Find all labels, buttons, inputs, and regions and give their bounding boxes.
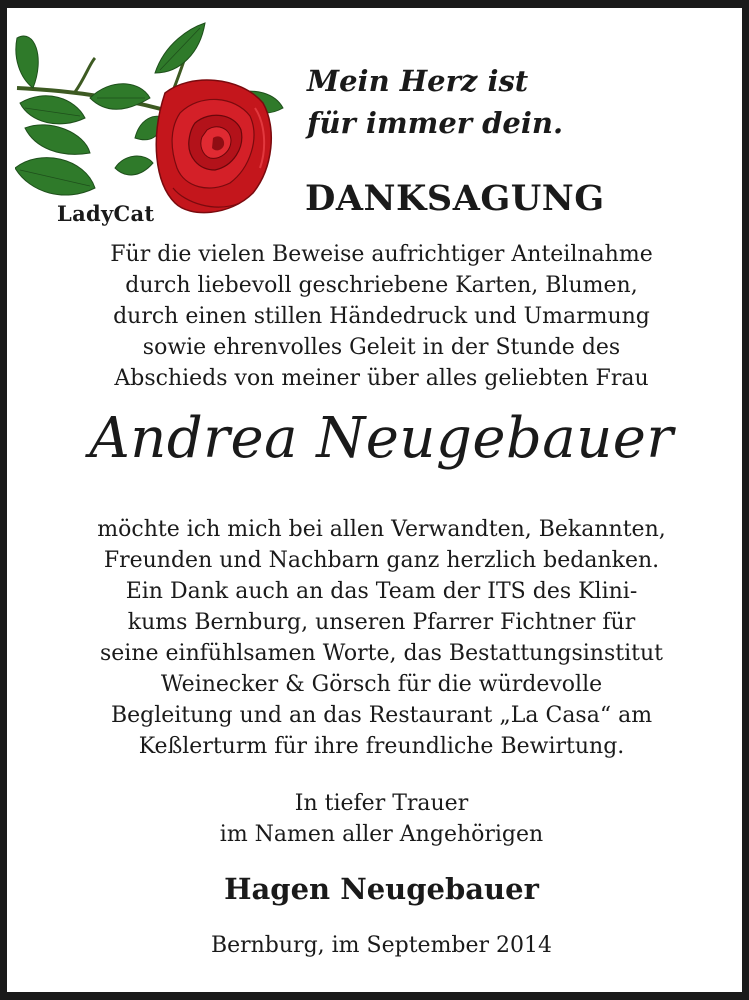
- thanks-paragraph: [7, 514, 749, 762]
- closing-text: [7, 788, 749, 850]
- intro-line: sowie ehrenvolles Geleit in der Stunde des: [142, 335, 621, 360]
- thanks-line: Freunden und Nachbarn ganz herzlich bedanken.: [103, 548, 660, 573]
- signer-name: Hagen Neugebauer: [224, 872, 539, 906]
- thanks-line: seine einfühlsamen Worte, das Bestattungsinstitut: [100, 641, 663, 666]
- place-date-line: Bernburg, im September 2014: [210, 933, 553, 958]
- thanks-line: möchte ich mich bei allen Verwandten, Bekannten,: [97, 517, 666, 542]
- deceased-name: Andrea Neugebauer: [89, 406, 674, 471]
- thanks-line: Begleitung und an das Restaurant „La Casa“ am: [110, 703, 653, 728]
- thanks-line: Keßlerturm für ihre freundliche Bewirtung.: [138, 734, 625, 759]
- motto-line: für immer dein.: [307, 106, 564, 140]
- thanks-line: Weinecker & Görsch für die würdevolle: [160, 672, 603, 697]
- motto-line: Mein Herz ist: [307, 64, 529, 98]
- rose-image: [15, 18, 285, 223]
- logo-text: LadyCat: [57, 201, 155, 226]
- closing-line: In tiefer Trauer: [294, 791, 469, 816]
- motto: [307, 60, 607, 144]
- intro-line: Abschieds von meiner über alles geliebten Frau: [114, 366, 649, 391]
- thanks-line: Ein Dank auch an das Team der ITS des Klini-: [125, 579, 638, 604]
- place-date: [7, 930, 749, 961]
- intro-paragraph: [7, 239, 749, 394]
- thanks-line: kums Bernburg, unseren Pfarrer Fichtner für: [127, 610, 636, 635]
- closing-line: im Namen aller Angehörigen: [219, 822, 544, 847]
- intro-line: Für die vielen Beweise aufrichtiger Anteilnahme: [110, 242, 653, 267]
- notice-heading: DANKSAGUNG: [305, 178, 605, 219]
- intro-line: durch liebevoll geschriebene Karten, Blumen,: [125, 273, 638, 298]
- intro-line: durch einen stillen Händedruck und Umarmung: [113, 304, 650, 329]
